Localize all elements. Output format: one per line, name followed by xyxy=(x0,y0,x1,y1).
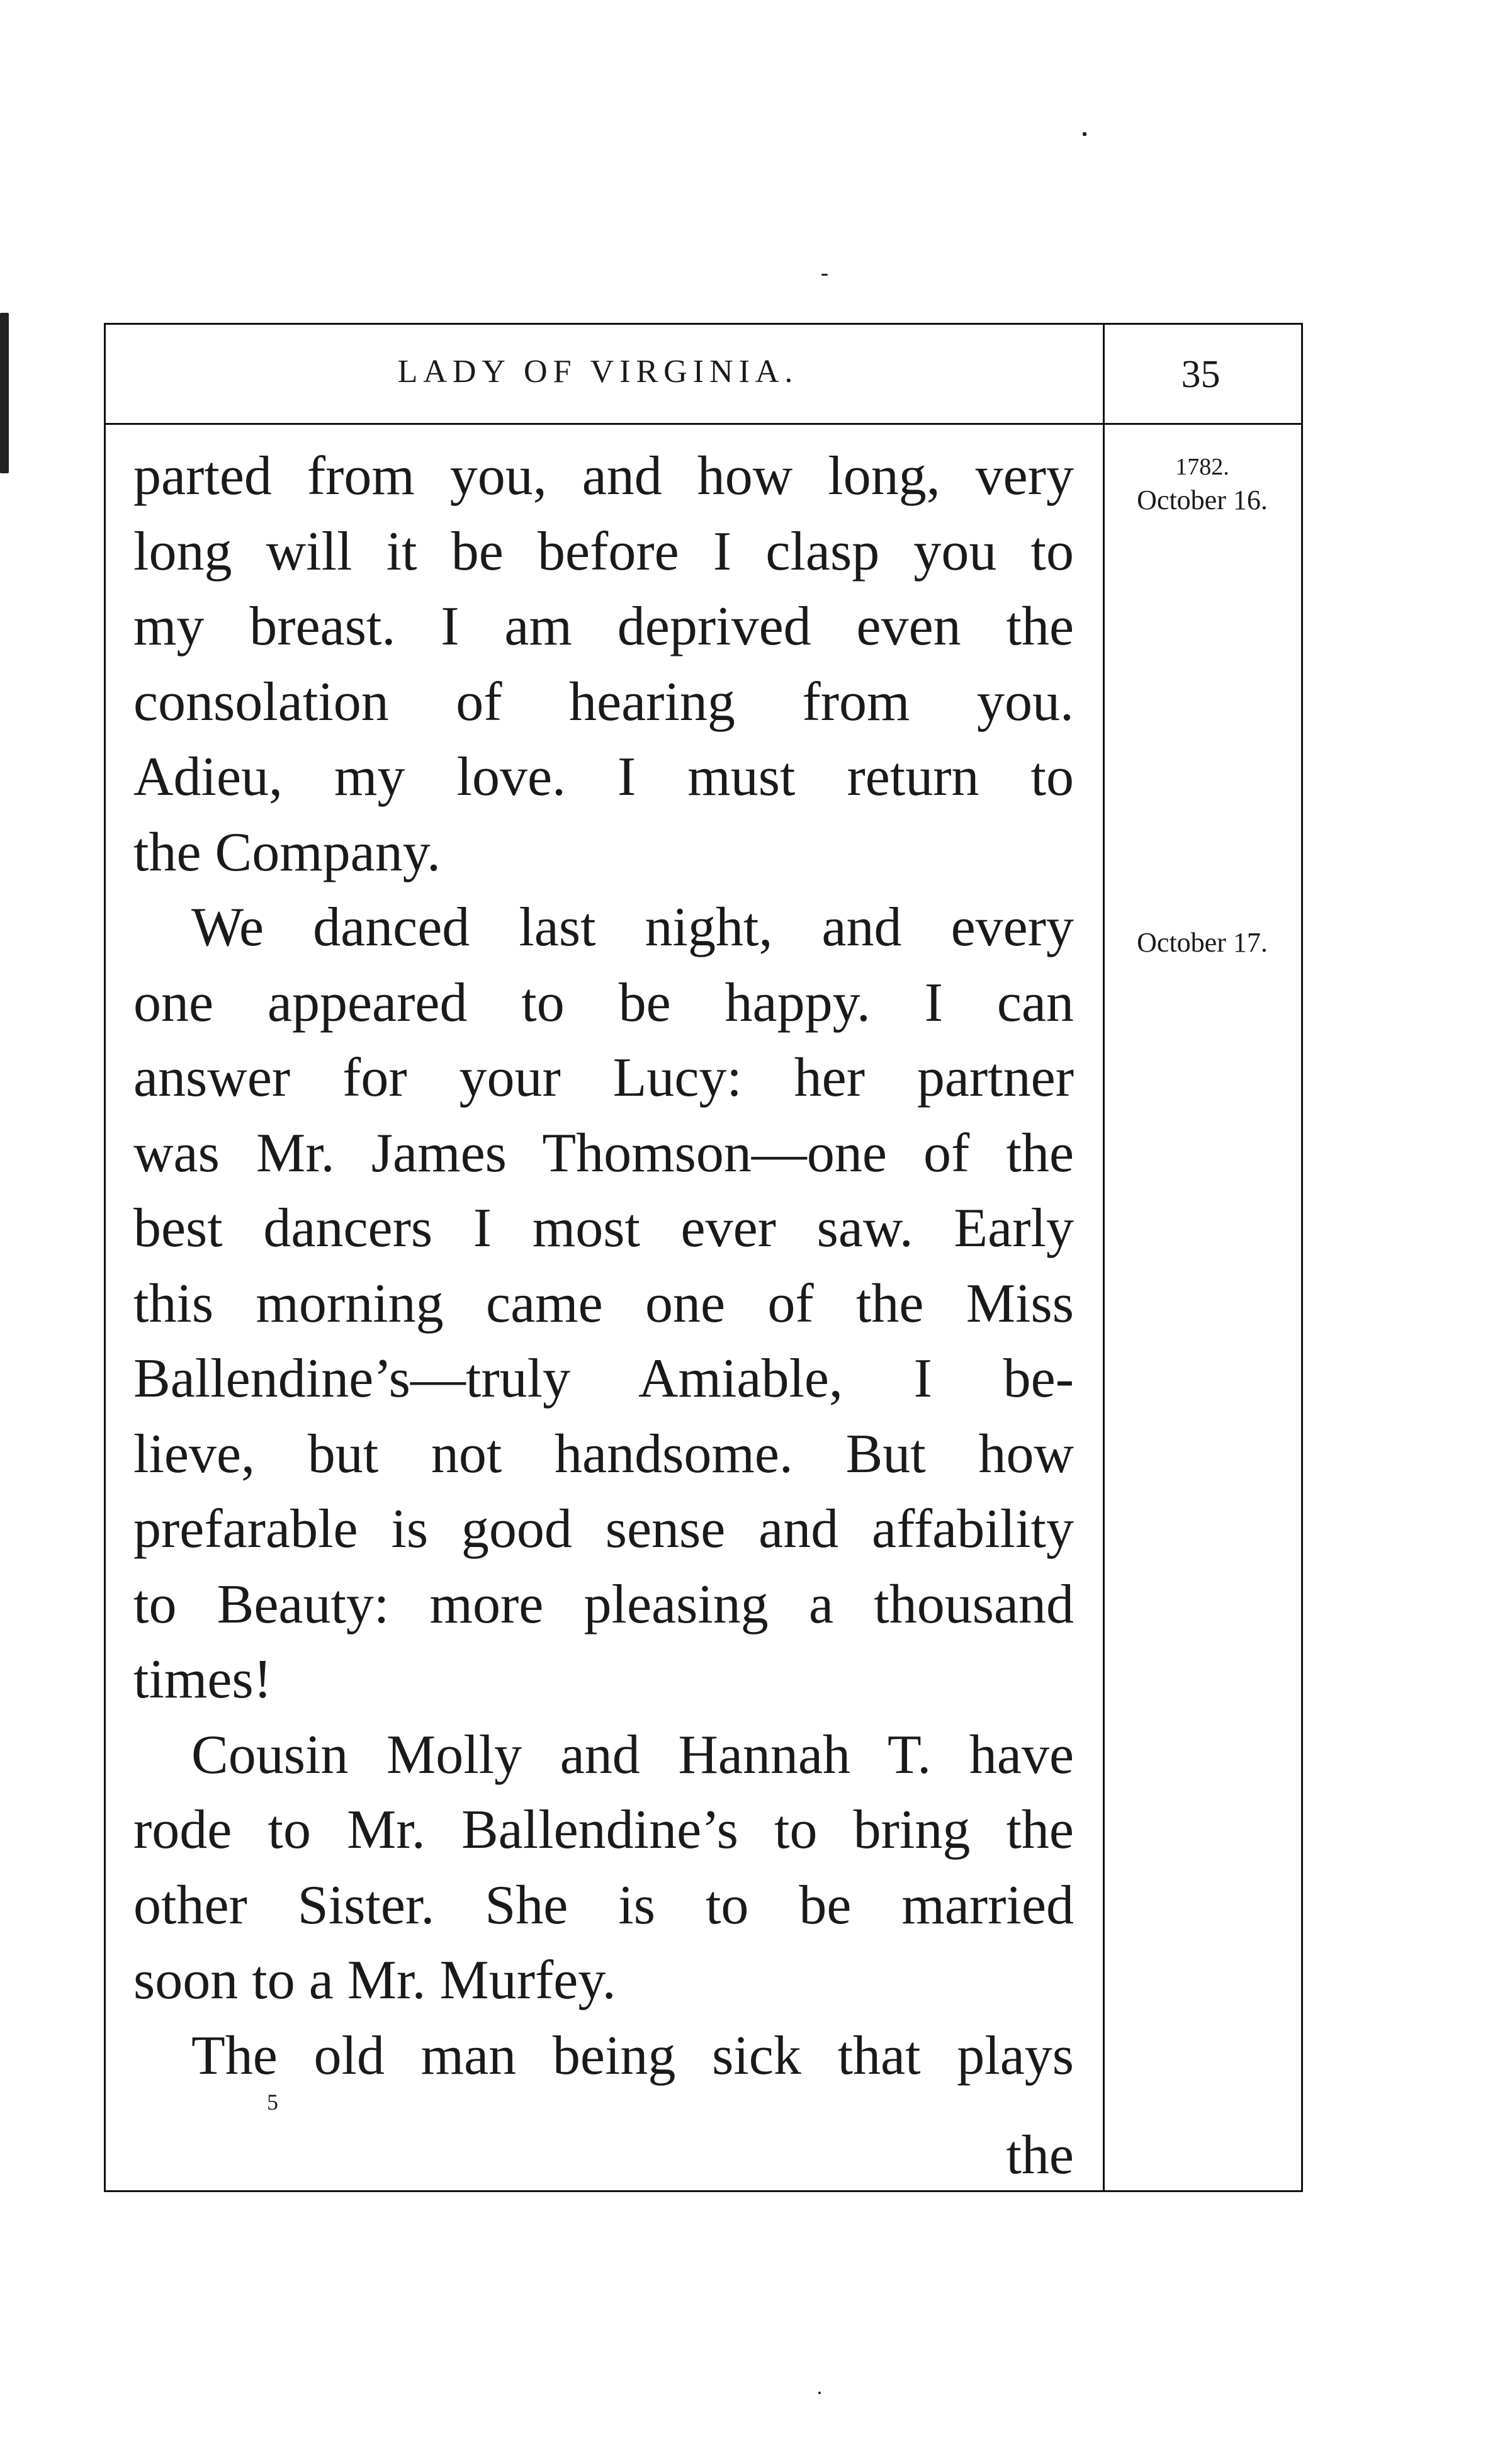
text-line: parted from you, and how long, very xyxy=(133,446,1074,507)
text-line: the Company. xyxy=(133,821,441,883)
text-line: one appeared to be happy. I can xyxy=(133,972,1074,1033)
signature-mark: 5 xyxy=(267,2090,278,2115)
scan-speck xyxy=(818,2392,821,2394)
running-head: LADY OF VIRGINIA. xyxy=(397,354,799,390)
text-line: to Beauty: more pleasing a thousand xyxy=(133,1573,1074,1635)
text-line: rode to Mr. Ballendine’s to bring the xyxy=(133,1799,1074,1860)
text-line: Cousin Molly and Hannah T. have xyxy=(191,1724,1074,1786)
text-line: was Mr. James Thomson—one of the xyxy=(133,1122,1074,1184)
text-line: Ballendine’s—truly Amiable, I be- xyxy=(133,1348,1074,1409)
text-line: lieve, but not handsome. But how xyxy=(133,1423,1074,1485)
text-line: this morning came one of the Miss xyxy=(133,1273,1074,1334)
margin-year: 1782. xyxy=(1175,454,1229,480)
text-line: Adieu, my love. I must return to xyxy=(133,746,1074,807)
page-number: 35 xyxy=(1181,353,1221,396)
text-line: long will it be before I clasp you to xyxy=(133,520,1074,582)
frame-right-rule xyxy=(1301,323,1303,2192)
header-underline xyxy=(104,423,1303,425)
text-line: best dancers I most ever saw. Early xyxy=(133,1198,1074,1259)
margin-date-october-17: October 17. xyxy=(1137,927,1268,958)
text-line: times! xyxy=(133,1649,272,1710)
text-line: answer for your Lucy: her partner xyxy=(133,1047,1074,1108)
margin-date-october-16: October 16. xyxy=(1137,485,1268,515)
text-line: consolation of hearing from you. xyxy=(133,671,1074,733)
text-line: my breast. I am deprived even the xyxy=(133,596,1074,657)
frame-left-rule xyxy=(104,323,106,2192)
text-line: soon to a Mr. Murfey. xyxy=(133,1950,616,2011)
scan-speck xyxy=(821,274,828,276)
scan-speck xyxy=(1083,132,1086,136)
frame-bottom-rule xyxy=(104,2190,1303,2192)
body-text xyxy=(133,439,1074,2093)
text-line: prefarable is good sense and affability xyxy=(133,1499,1074,1560)
text-line: other Sister. She is to be married xyxy=(133,1874,1074,1936)
text-line: The old man being sick that plays xyxy=(191,2025,1074,2086)
catchword: the xyxy=(1006,2125,1074,2186)
scan-edge-mark xyxy=(0,313,9,473)
text-line: We danced last night, and every xyxy=(191,897,1074,958)
frame-top-rule xyxy=(104,323,1303,325)
column-divider xyxy=(1103,323,1105,2192)
